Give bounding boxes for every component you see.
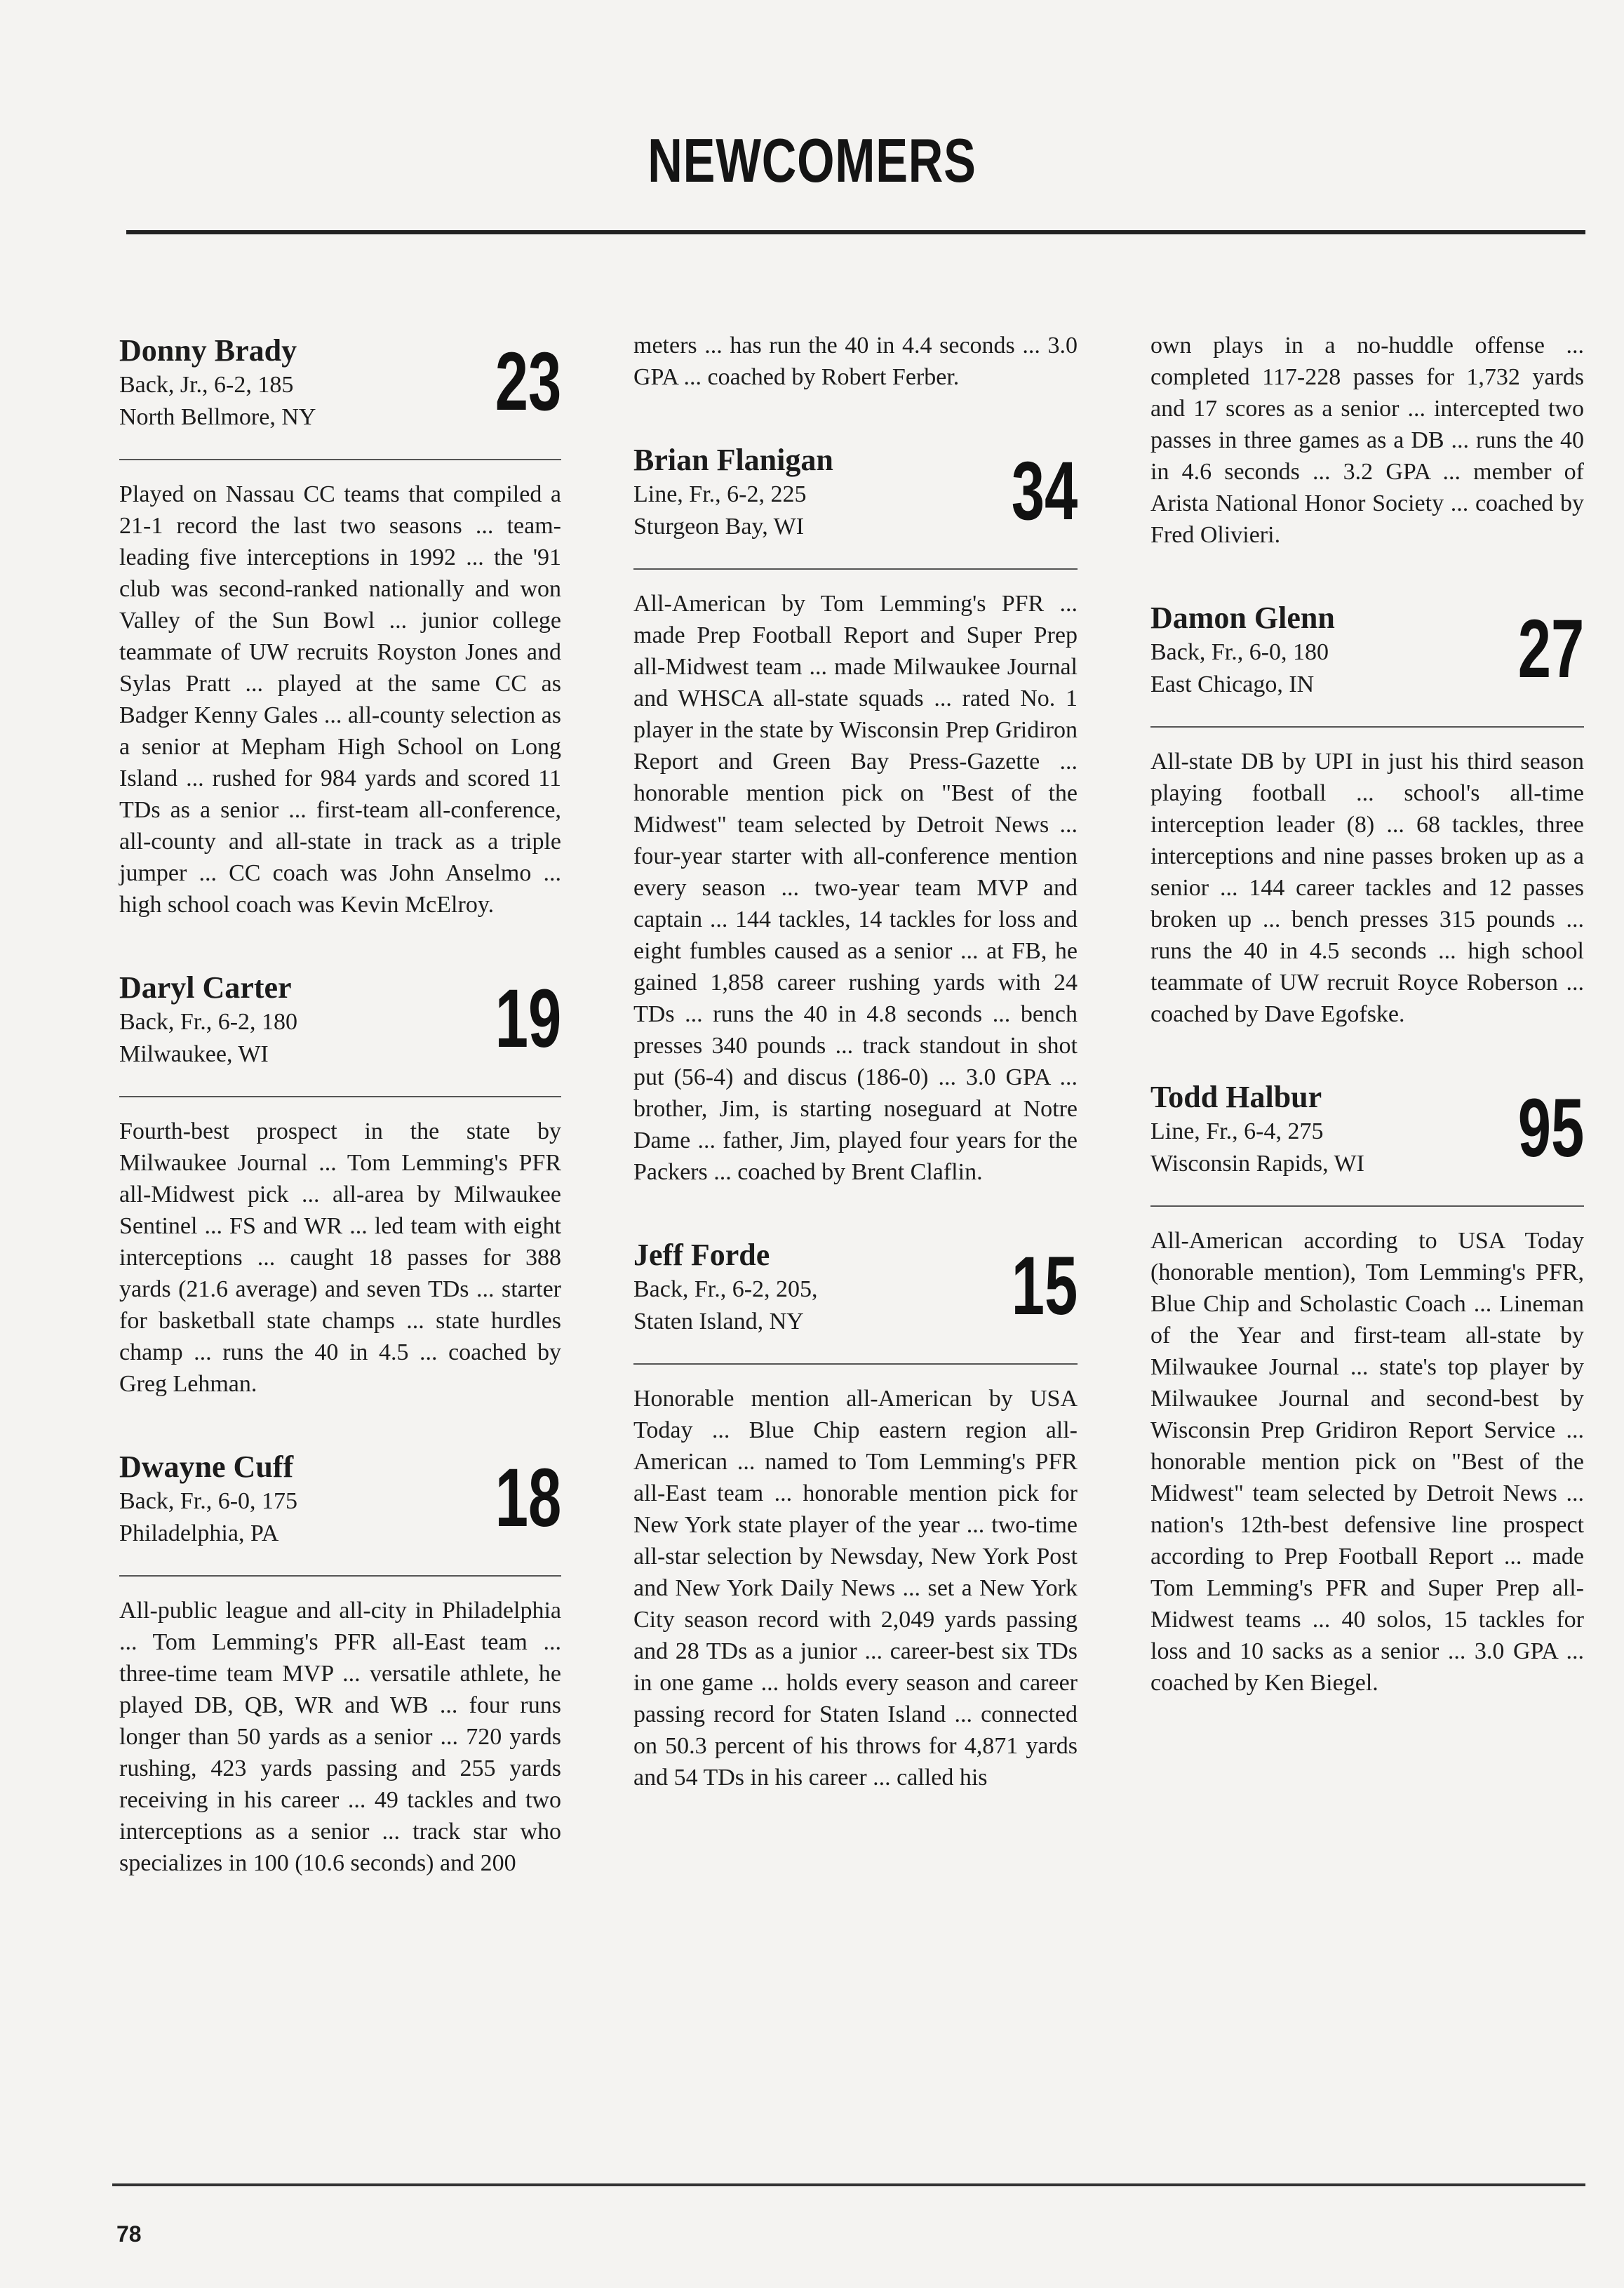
continued-bio-text: meters ... has run the 40 in 4.4 seconds ... 3.0 GPA ... coached by Robert Ferber. bbox=[633, 333, 1078, 390]
player-name: Brian Flanigan bbox=[633, 443, 833, 477]
player-position-stats: Back, Fr., 6-2, 180 bbox=[119, 1009, 298, 1035]
profile-divider bbox=[119, 1575, 561, 1577]
player-hometown: East Chicago, IN bbox=[1150, 671, 1315, 697]
player-bio: Honorable mention all-American by USA Today ... Blue Chip eastern region all-American ... named to Tom Lemming's PFR all-East team ... honorable mention pick for New York state player of the year ... two-time all-star selection by Newsday, New York Post and New York Daily News ... set a New York City season record with 2,049 yards passing and 28 TDs as a junior ... career-best six TDs in one game ... holds every season and career passing record for Staten Island ... connected on 50.3 percent of his throws for 4,871 yards and 54 TDs in his career ... called his bbox=[633, 1386, 1078, 1791]
jersey-number: 23 bbox=[495, 335, 561, 428]
player-profile-donny-brady bbox=[119, 333, 561, 921]
column-1 bbox=[119, 330, 561, 1928]
player-position-stats: Back, Fr., 6-2, 205, bbox=[633, 1276, 818, 1302]
player-profile-todd-halbur bbox=[1150, 1079, 1584, 1699]
profile-divider bbox=[1150, 726, 1584, 728]
player-position-stats: Back, Jr., 6-2, 185 bbox=[119, 372, 294, 398]
player-name: Jeff Forde bbox=[633, 1238, 770, 1272]
player-name: Donny Brady bbox=[119, 333, 297, 368]
player-profile-jeff-forde bbox=[633, 1237, 1078, 1793]
player-hometown: Sturgeon Bay, WI bbox=[633, 514, 805, 540]
profile-divider bbox=[119, 1096, 561, 1097]
player-name: Dwayne Cuff bbox=[119, 1450, 294, 1484]
player-header bbox=[633, 442, 1078, 561]
jersey-number: 27 bbox=[1517, 603, 1584, 695]
profile-divider bbox=[119, 459, 561, 460]
player-position-stats: Line, Fr., 6-4, 275 bbox=[1150, 1118, 1324, 1144]
player-bio: All-state DB by UPI in just his third season playing football ... school's all-time interception leader (8) ... 68 tackles, three interceptions and nine passes broken up as a senior ... 144 career tackles and 12 passes broken up ... bench presses 315 pounds ... runs the 40 in 4.5 seconds ... high school teammate of UW recruit Royce Roberson ... coached by Dave Egofske. bbox=[1150, 749, 1584, 1027]
player-hometown: North Bellmore, NY bbox=[119, 404, 316, 430]
player-hometown: Wisconsin Rapids, WI bbox=[1150, 1151, 1364, 1177]
jersey-number: 15 bbox=[1011, 1240, 1078, 1332]
jersey-number: 95 bbox=[1517, 1082, 1584, 1175]
player-header bbox=[119, 333, 561, 452]
player-profile-daryl-carter bbox=[119, 970, 561, 1400]
column-2 bbox=[633, 330, 1078, 1842]
bottom-divider bbox=[112, 2183, 1585, 2186]
player-header bbox=[633, 1237, 1078, 1356]
player-position-stats: Back, Fr., 6-0, 175 bbox=[119, 1488, 298, 1514]
page-number: 78 bbox=[116, 2221, 142, 2247]
player-profile-brian-flanigan bbox=[633, 442, 1078, 1188]
player-bio: All-public league and all-city in Philadelphia ... Tom Lemming's PFR all-East team ... three-time team MVP ... versatile athlete, he played DB, QB, WR and WB ... four runs longer than 50 yards as a senior ... 720 yards rushing, 423 yards passing and 255 yards receiving in his career ... 49 tackles and two interceptions as a senior ... track star who specializes in 100 (10.6 seconds) and 200 bbox=[119, 1598, 561, 1876]
jersey-number: 18 bbox=[495, 1452, 561, 1544]
player-name: Damon Glenn bbox=[1150, 601, 1335, 635]
player-position-stats: Back, Fr., 6-0, 180 bbox=[1150, 639, 1329, 665]
player-bio: Played on Nassau CC teams that compiled a 21-1 record the last two seasons ... team-leading five interceptions in 1992 ... the '91 club was second-ranked nationally and won Valley of the Sun Bowl ... junior college teammate of UW recruits Royston Jones and Sylas Pratt ... played at the same CC as Badger Kenny Gales ... all-county selection as a senior at Mepham High School on Long Island ... rushed for 984 yards and scored 11 TDs as a senior ... first-team all-conference, all-county and all-state in track as a triple jumper ... CC coach was John Anselmo ... high school coach was Kevin McElroy. bbox=[119, 481, 561, 918]
player-position-stats: Line, Fr., 6-2, 225 bbox=[633, 481, 807, 507]
player-header bbox=[1150, 600, 1584, 719]
player-header bbox=[119, 970, 561, 1089]
player-profile-dwayne-cuff bbox=[119, 1449, 561, 1879]
profile-divider bbox=[633, 568, 1078, 570]
player-hometown: Philadelphia, PA bbox=[119, 1520, 279, 1546]
player-name: Todd Halbur bbox=[1150, 1080, 1322, 1114]
player-hometown: Milwaukee, WI bbox=[119, 1041, 269, 1067]
player-bio: Fourth-best prospect in the state by Milwaukee Journal ... Tom Lemming's PFR all-Midwest pick ... all-area by Milwaukee Sentinel ... FS and WR ... led team with eight interceptions ... caught 18 passes for 388 yards (21.6 average) and seven TDs ... starter for basketball state champs ... state hurdles champ ... runs the 40 in 4.5 ... coached by Greg Lehman. bbox=[119, 1118, 561, 1397]
jersey-number: 19 bbox=[495, 972, 561, 1065]
profile-divider bbox=[633, 1363, 1078, 1365]
player-name: Daryl Carter bbox=[119, 970, 292, 1005]
continued-bio-text: own plays in a no-huddle offense ... completed 117-228 passes for 1,732 yards and 17 scores as a senior ... intercepted two passes in three games as a DB ... runs the 40 in 4.6 seconds ... 3.2 GPA ... member of Arista National Honor Society ... coached by Fred Olivieri. bbox=[1150, 333, 1584, 548]
player-header bbox=[119, 1449, 561, 1568]
player-bio: All-American by Tom Lemming's PFR ... made Prep Football Report and Super Prep all-Midwest team ... made Milwaukee Journal and WHSCA all-state squads ... rated No. 1 player in the state by Wisconsin Prep Gridiron Report and Green Bay Press-Gazette ... honorable mention pick on "Best of the Midwest" team selected by Detroit News ... four-year starter with all-conference mention every season ... two-year team MVP and captain ... 144 tackles, 14 tackles for loss and eight fumbles caused as a senior ... at FB, he gained 1,858 career rushing yards with 24 TDs ... runs the 40 in 4.8 seconds ... bench presses 340 pounds ... track standout in shot put (56-4) and discus (186-0) ... 3.0 GPA ... brother, Jim, is starting noseguard at Notre Dame ... father, Jim, played four years for the Packers ... coached by Brent Claflin. bbox=[633, 591, 1078, 1185]
column-3 bbox=[1150, 330, 1584, 1748]
top-divider bbox=[126, 230, 1585, 234]
profile-divider bbox=[1150, 1205, 1584, 1207]
jersey-number: 34 bbox=[1011, 445, 1078, 537]
page-title: NEWCOMERS bbox=[647, 126, 977, 195]
player-header bbox=[1150, 1079, 1584, 1198]
player-profile-damon-glenn bbox=[1150, 600, 1584, 1030]
player-hometown: Staten Island, NY bbox=[633, 1309, 804, 1334]
player-bio: All-American according to USA Today (honorable mention), Tom Lemming's PFR, Blue Chip and Scholastic Coach ... Lineman of the Year and first-team all-state by Milwaukee Journal ... state's top player by Milwaukee Journal and second-best by Wisconsin Prep Gridiron Report Service ... honorable mention pick on "Best of the Midwest" team selected by Detroit News ... nation's 12th-best defensive line prospect according to Prep Football Report ... made Tom Lemming's PFR and Super Prep all-Midwest teams ... 40 solos, 15 tackles for loss and 10 sacks as a senior ... 3.0 GPA ... coached by Ken Biegel. bbox=[1150, 1228, 1584, 1696]
